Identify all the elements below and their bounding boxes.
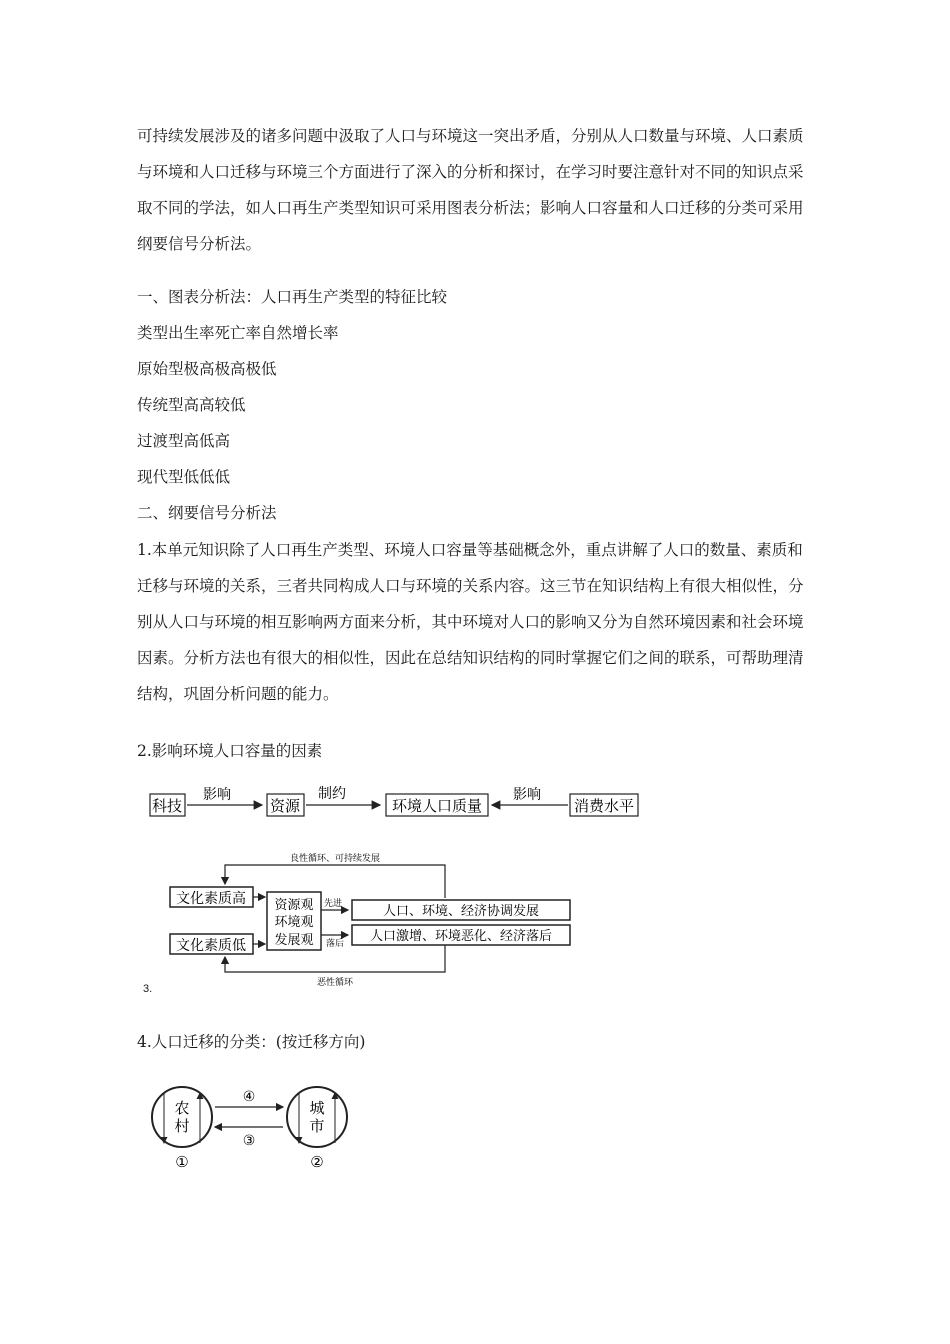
section1-title: 一、图表分析法：人口再生产类型的特征比较 xyxy=(137,288,448,306)
bad-result-label: 人口激增、环境恶化、经济落后 xyxy=(369,929,553,944)
bad-cycle-label: 恶性循环 xyxy=(316,978,354,988)
consumption-label: 消费水平 xyxy=(573,797,635,815)
good-result-label: 人口、环境、经济协调发展 xyxy=(382,904,540,919)
label-2: ② xyxy=(310,1153,324,1171)
urban-char-1: 城 xyxy=(309,1099,325,1117)
culture-high-label: 文化素质高 xyxy=(176,891,246,907)
views-line3: 发展观 xyxy=(274,933,314,948)
tech-label: 科技 xyxy=(151,797,183,815)
arrow-label-influence: 影响 xyxy=(203,787,231,803)
culture-low-label: 文化素质低 xyxy=(176,938,246,954)
capacity-label: 环境人口质量 xyxy=(391,797,483,815)
table-row: 原始型极高极高极低 xyxy=(137,360,277,378)
culture-quality-diagram xyxy=(140,850,590,995)
label-3: ③ xyxy=(242,1133,256,1149)
label-4: ④ xyxy=(242,1089,256,1105)
arrow-label-restrict: 制约 xyxy=(318,786,346,802)
rural-char-2: 村 xyxy=(174,1117,190,1135)
point4-title: 4.人口迁移的分类：(按迁移方向) xyxy=(137,1033,366,1051)
table-row: 过渡型高低高 xyxy=(137,432,231,450)
section2-title: 二、纲要信号分析法 xyxy=(137,504,277,522)
diagram3-number: 3. xyxy=(143,983,153,995)
views-line2: 环境观 xyxy=(274,915,314,930)
rural-char-1: 农 xyxy=(174,1099,190,1117)
arrow-label-influence-2: 影响 xyxy=(513,787,541,803)
backward-label: 落后 xyxy=(325,939,345,949)
point2-title: 2.影响环境人口容量的因素 xyxy=(137,742,323,760)
resource-label: 资源 xyxy=(269,797,301,815)
table-row: 传统型高高较低 xyxy=(137,396,246,414)
urban-char-2: 市 xyxy=(309,1117,325,1135)
capacity-factors-diagram xyxy=(140,780,650,825)
advanced-label: 先进 xyxy=(323,899,343,909)
views-line1: 资源观 xyxy=(274,898,314,913)
migration-diagram xyxy=(145,1085,360,1173)
intro-paragraph: 可持续发展涉及的诸多问题中汲取了人口与环境这一突出矛盾，分别从人口数量与环境、人口素质与环境和人口迁移与环境三个方面进行了深入的分析和探讨，在学习时要注意针对不同的知识点采取不同的学法，如人口再生产类型知识可采用图表分析法；影响人口容量和人口迁移的分类可采用纲要信号分析法。 xyxy=(137,127,804,253)
table-row: 现代型低低低 xyxy=(137,468,231,486)
table-row: 类型出生率死亡率自然增长率 xyxy=(137,324,339,342)
label-1: ① xyxy=(175,1153,189,1171)
good-cycle-label: 良性循环、可持续发展 xyxy=(289,854,381,864)
point1-paragraph: 1.本单元知识除了人口再生产类型、环境人口容量等基础概念外，重点讲解了人口的数量、素质和迁移与环境的关系，三者共同构成人口与环境的关系内容。这三节在知识结构上有很大相似性，分别从人口与环境的相互影响两方面来分析，其中环境对人口的影响又分为自然环境因素和社会环境因素。分析方法也有很大的相似性，因此在总结知识结构的同时掌握它们之间的联系，可帮助理清结构，巩固分析问题的能力。 xyxy=(137,541,804,703)
